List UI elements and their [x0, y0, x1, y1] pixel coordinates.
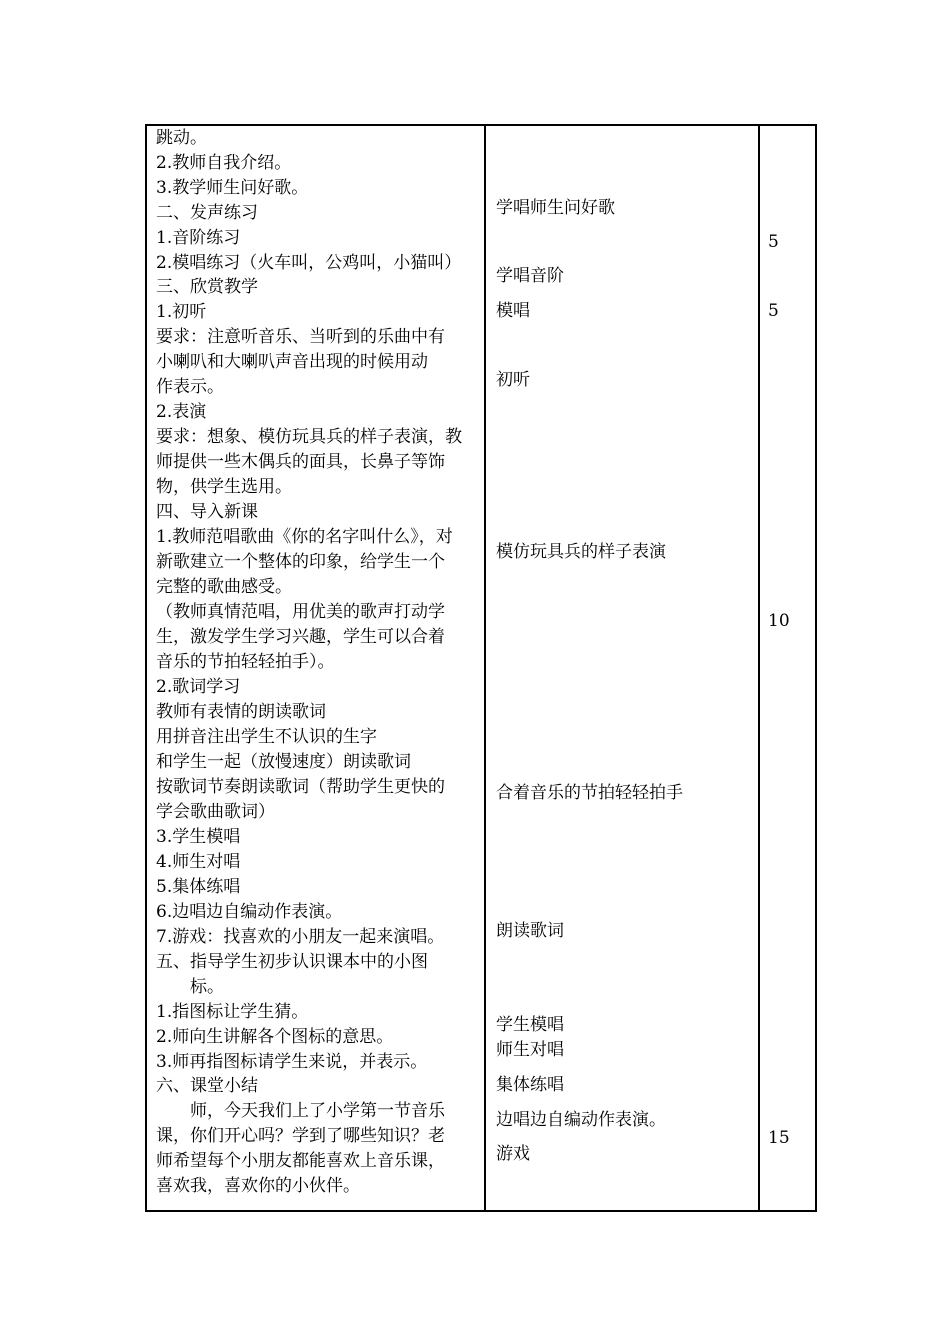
- process-line: 师，今天我们上了小学第一节音乐: [156, 1101, 445, 1121]
- column-divider-1: [484, 126, 486, 1210]
- process-line: 3.师再指图标请学生来说，并表示。: [156, 1052, 428, 1072]
- time-value: 5: [768, 232, 779, 252]
- process-line: 用拼音注出学生不认识的生字: [156, 727, 377, 747]
- process-line: 作表示。: [156, 377, 224, 397]
- process-line: 物，供学生选用。: [156, 477, 292, 497]
- lesson-plan-table: [145, 124, 817, 1212]
- time-value: 15: [768, 1128, 790, 1148]
- process-line: 师提供一些木偶兵的面具，长鼻子等饰: [156, 452, 445, 472]
- time-value: 5: [768, 301, 779, 321]
- time-value: 10: [768, 611, 790, 631]
- process-line: 6.边唱边自编动作表演。: [156, 902, 343, 922]
- process-line: 三、欣赏教学: [156, 277, 258, 297]
- process-line: 完整的歌曲感受。: [156, 577, 292, 597]
- process-line: 师希望每个小朋友都能喜欢上音乐课，: [156, 1151, 445, 1171]
- activity-item: 边唱边自编动作表演。: [496, 1110, 666, 1130]
- process-line: 2.表演: [156, 402, 207, 422]
- process-line: 1.教师范唱歌曲《你的名字叫什么》，对: [156, 527, 453, 547]
- activity-item: 学生模唱: [496, 1015, 564, 1035]
- activity-item: 集体练唱: [496, 1075, 564, 1095]
- process-line: 2.模唱练习（火车叫，公鸡叫，小猫叫）: [156, 253, 462, 273]
- activity-item: 朗读歌词: [496, 921, 564, 941]
- process-line: 1.指图标让学生猜。: [156, 1002, 309, 1022]
- process-line: 要求：注意听音乐、当听到的乐曲中有: [156, 327, 445, 347]
- process-line: 四、导入新课: [156, 502, 258, 522]
- activity-item: 模唱: [496, 301, 530, 321]
- process-line: 2.教师自我介绍。: [156, 153, 292, 173]
- process-line: （教师真情范唱，用优美的歌声打动学: [156, 602, 445, 622]
- process-line: 1.初听: [156, 302, 207, 322]
- process-line: 1.音阶练习: [156, 228, 241, 248]
- process-line: 教师有表情的朗读歌词: [156, 702, 326, 722]
- activity-item: 初听: [496, 370, 530, 390]
- activity-item: 学唱音阶: [496, 266, 564, 286]
- process-line: 喜欢我，喜欢你的小伙伴。: [156, 1176, 360, 1196]
- process-line: 二、发声练习: [156, 203, 258, 223]
- process-line: 小喇叭和大喇叭声音出现的时候用动: [156, 352, 428, 372]
- process-line: 五、指导学生初步认识课本中的小图: [156, 952, 428, 972]
- process-line: 要求：想象、模仿玩具兵的样子表演，教: [156, 427, 462, 447]
- activity-item: 合着音乐的节拍轻轻拍手: [496, 783, 683, 803]
- process-line: 按歌词节奏朗读歌词（帮助学生更快的: [156, 777, 445, 797]
- process-line: 2.师向生讲解各个图标的意思。: [156, 1027, 394, 1047]
- process-line: 3.教学师生问好歌。: [156, 178, 309, 198]
- process-line: 3.学生模唱: [156, 827, 241, 847]
- process-line: 跳动。: [156, 128, 207, 148]
- process-line: 2.歌词学习: [156, 677, 241, 697]
- activity-item: 师生对唱: [496, 1040, 564, 1060]
- process-line: 4.师生对唱: [156, 852, 241, 872]
- activity-item: 游戏: [496, 1144, 530, 1164]
- column-divider-2: [758, 126, 760, 1210]
- process-line: 生，激发学生学习兴趣，学生可以合着: [156, 627, 445, 647]
- process-line: 和学生一起（放慢速度）朗读歌词: [156, 752, 411, 772]
- process-line: 标。: [156, 977, 224, 997]
- activity-item: 模仿玩具兵的样子表演: [496, 542, 666, 562]
- process-line: 7.游戏：找喜欢的小朋友一起来演唱。: [156, 927, 445, 947]
- activity-item: 学唱师生问好歌: [496, 198, 615, 218]
- process-line: 新歌建立一个整体的印象，给学生一个: [156, 552, 445, 572]
- process-line: 5.集体练唱: [156, 877, 241, 897]
- process-line: 课，你们开心吗？学到了哪些知识？老: [156, 1126, 445, 1146]
- process-line: 学会歌曲歌词）: [156, 802, 275, 822]
- process-line: 六、课堂小结: [156, 1076, 258, 1096]
- process-line: 音乐的节拍轻轻拍手）。: [156, 652, 335, 672]
